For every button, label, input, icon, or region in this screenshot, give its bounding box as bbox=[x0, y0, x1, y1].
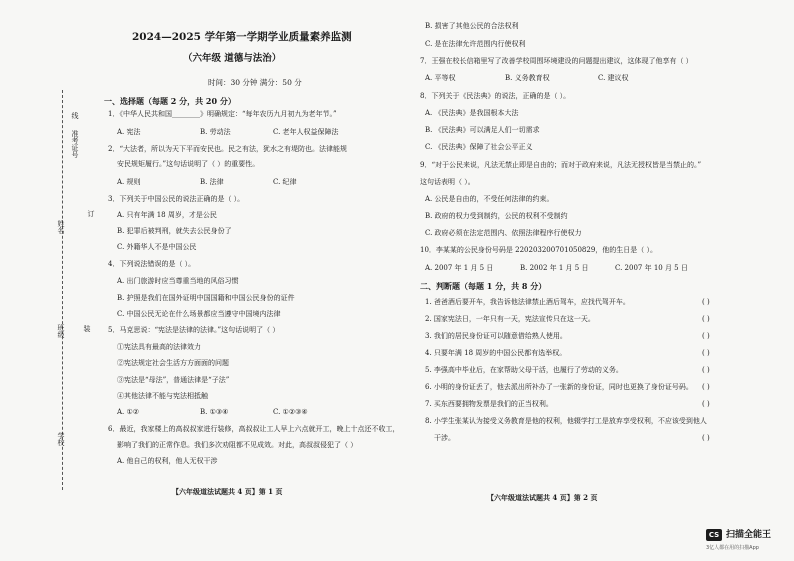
q2-opt-b: B. 法律 bbox=[200, 178, 224, 186]
q5-stem: 5．马克思说：“宪法是法律的法律。”这句话说明了（ ） bbox=[108, 326, 280, 334]
q8-opt-b: B. 《民法典》可以满足人们一切需求 bbox=[425, 126, 540, 134]
q8-opt-a: A. 《民法典》是我国根本大法 bbox=[425, 109, 519, 117]
binding-mark-line: 线 bbox=[71, 112, 79, 119]
q9-stem-line2: 这句话表明（ ）。 bbox=[420, 178, 475, 186]
q2-stem-line1: 2．“大法者，所以为天下平而安民也。民之有法，犹水之有堤防也。法律能规 bbox=[108, 145, 348, 153]
q5-opt-c: C. ①②③④ bbox=[273, 408, 308, 416]
page-footer-1: 【六年级道法试题共 4 页】第 1 页 bbox=[172, 487, 283, 496]
section-heading-choice: 一、选择题（每题 2 分，共 20 分） bbox=[104, 96, 236, 106]
time-score: 时间：30 分钟 满分：50 分 bbox=[208, 78, 302, 87]
q7-opt-c: C. 建议权 bbox=[598, 74, 629, 82]
q4-opt-b: B. 护照是我们在国外证明中国国籍和中国公民身份的证件 bbox=[117, 294, 295, 302]
q3-opt-c: C. 外籍华人不是中国公民 bbox=[117, 243, 197, 251]
judge-answer-4[interactable]: ( ) bbox=[702, 349, 710, 357]
q6-opt-c: C. 是在法律允许范围内行使权利 bbox=[425, 40, 526, 48]
judge-answer-6[interactable]: ( ) bbox=[702, 383, 710, 391]
page-footer-2: 【六年级道法试题共 4 页】第 2 页 bbox=[487, 493, 598, 502]
q7-opt-a: A. 平等权 bbox=[425, 74, 456, 82]
q5-opt-b: B. ①③④ bbox=[200, 408, 229, 416]
q4-opt-a: A. 出门旅游时应当尊重当地的风俗习惯 bbox=[117, 277, 239, 285]
q4-opt-c: C. 中国公民无论在什么场景都应当遵守中国境内法律 bbox=[117, 310, 281, 318]
q5-item-3: ③宪法是“母法”，普通法律是“子法” bbox=[117, 376, 230, 384]
q3-opt-b: B. 犯罪后被判刑，就失去公民身份了 bbox=[117, 227, 232, 235]
q10-opt-c: C. 2007 年 10 月 5 日 bbox=[615, 264, 688, 272]
camscanner-name: 扫描全能王 bbox=[726, 530, 772, 540]
q5-item-4: ④其他法律不能与宪法相抵触 bbox=[117, 392, 208, 400]
judge-item-7: 7. 买东西要拥物发票是我们的正当权利。 bbox=[425, 400, 553, 408]
judge-item-5: 5. 李强高中毕业后，在家帮助父母干活，也履行了劳动的义务。 bbox=[425, 366, 623, 374]
binding-mark-ding: 订 bbox=[87, 210, 95, 217]
q6-stem-line1: 6．最近，我家楼上的高叔叔家进行装修，高叔叔让工人早上六点就开工，晚上十点还不收工， bbox=[108, 425, 400, 433]
q10-opt-b: B. 2002 年 1 月 5 日 bbox=[520, 264, 589, 272]
binding-mark-zhuang: 装 bbox=[83, 325, 91, 332]
q1-opt-a: A. 宪法 bbox=[117, 128, 141, 136]
q1-opt-c: C. 老年人权益保障法 bbox=[273, 128, 339, 136]
q8-opt-c: C. 《民法典》保障了社会公平正义 bbox=[425, 143, 533, 151]
q3-opt-a: A. 只有年满 18 周岁，才是公民 bbox=[117, 211, 217, 219]
q6-stem-line2: 影响了我们的正常作息。我们多次劝阻都不见成效。对此，高叔叔侵犯了（ ） bbox=[117, 441, 358, 449]
judge-item-2: 2. 国家宪法日，一年只有一天，宪法宣传只在这一天。 bbox=[425, 315, 595, 323]
judge-answer-2[interactable]: ( ) bbox=[702, 315, 710, 323]
camscanner-tagline: 3亿人都在用的扫描App bbox=[706, 545, 759, 551]
class-label: 班级 bbox=[57, 324, 65, 338]
judge-answer-1[interactable]: ( ) bbox=[702, 298, 710, 306]
q2-opt-a: A. 规则 bbox=[117, 178, 141, 186]
judge-answer-7[interactable]: ( ) bbox=[702, 400, 710, 408]
q9-opt-a: A. 公民是自由的，不受任何法律的约束。 bbox=[425, 195, 554, 203]
q4-stem: 4．下列说法错误的是（ ）。 bbox=[108, 260, 196, 268]
q7-opt-b: B. 义务教育权 bbox=[505, 74, 550, 82]
judge-answer-5[interactable]: ( ) bbox=[702, 366, 710, 374]
exam-subtitle: （六年级 道德与法治） bbox=[183, 53, 282, 64]
judge-item-8-line2: 干涉。 bbox=[434, 434, 455, 442]
q2-opt-c: C. 纪律 bbox=[273, 178, 297, 186]
judge-item-3: 3. 我们的居民身份证可以随意借给熟人使用。 bbox=[425, 332, 567, 340]
q10-stem: 10．李某某的公民身份号码是 220203200701050829，他的生日是（ ）。 bbox=[420, 246, 658, 254]
q5-item-1: ①宪法具有最高的法律效力 bbox=[117, 343, 201, 351]
section-heading-judge: 二、判断题（每题 1 分，共 8 分） bbox=[420, 281, 547, 291]
exam-title: 2024—2025 学年第一学期学业质量素养监测 bbox=[132, 31, 352, 43]
judge-item-1: 1. 爸爸酒后要开车，我告诉他法律禁止酒后驾车，应找代驾开车。 bbox=[425, 298, 630, 306]
camscanner-logo-icon: CS bbox=[706, 529, 722, 541]
q10-opt-a: A. 2007 年 1 月 5 日 bbox=[425, 264, 494, 272]
school-label: 学校 bbox=[57, 432, 65, 446]
q8-stem: 8．下列关于《民法典》的说法，正确的是（ ）。 bbox=[420, 92, 571, 100]
binding-line bbox=[62, 90, 63, 490]
q5-opt-a: A. ①② bbox=[117, 408, 140, 416]
judge-answer-3[interactable]: ( ) bbox=[702, 332, 710, 340]
q7-stem: 7．王强在校长信箱里写了改善学校周围环境建设的问题提出建议，这体现了他享有（ ） bbox=[420, 57, 693, 65]
exam-number-label: 准考证号 bbox=[71, 130, 79, 158]
q1-opt-b: B. 劳动法 bbox=[200, 128, 231, 136]
q6-opt-a: A. 他自己的权利，他人无权干涉 bbox=[117, 457, 218, 465]
q9-opt-c: C. 政府必须在法定范围内、依照法律程序行使权力 bbox=[425, 229, 582, 237]
judge-item-4: 4. 只要年满 18 周岁的中国公民都有选举权。 bbox=[425, 349, 567, 357]
q5-item-2: ②宪法规定社会生活方方面面的问题 bbox=[117, 359, 229, 367]
q2-stem-line2: 安民规矩履行。”这句话说明了（ ）的重要性。 bbox=[117, 160, 260, 168]
name-label: 姓名 bbox=[57, 220, 65, 234]
q9-stem-line1: 9．“对于公民来说，凡法无禁止即是自由的；而对于政府来说，凡法无授权皆是当禁止的。” bbox=[420, 161, 702, 169]
q1-stem: 1．《中华人民共和国________》明确规定：“每年农历九月初九为老年节。” bbox=[108, 110, 337, 118]
judge-item-6: 6. 小明的身份证丢了，他去派出所补办了一张新的身份证，同时也更换了身份证号码。 bbox=[425, 383, 693, 391]
judge-item-8-line1: 8. 小学生张某认为接受义务教育是他的权利，他辍学打工是放弃享受权利，不应该受到他人 bbox=[425, 417, 707, 425]
q6-opt-b: B. 损害了其他公民的合法权利 bbox=[425, 22, 519, 30]
q3-stem: 3．下列关于中国公民的说法正确的是（ ）。 bbox=[108, 195, 245, 203]
judge-answer-8[interactable]: ( ) bbox=[702, 434, 710, 442]
q9-opt-b: B. 政府的权力受到制约，公民的权利不受制约 bbox=[425, 212, 568, 220]
